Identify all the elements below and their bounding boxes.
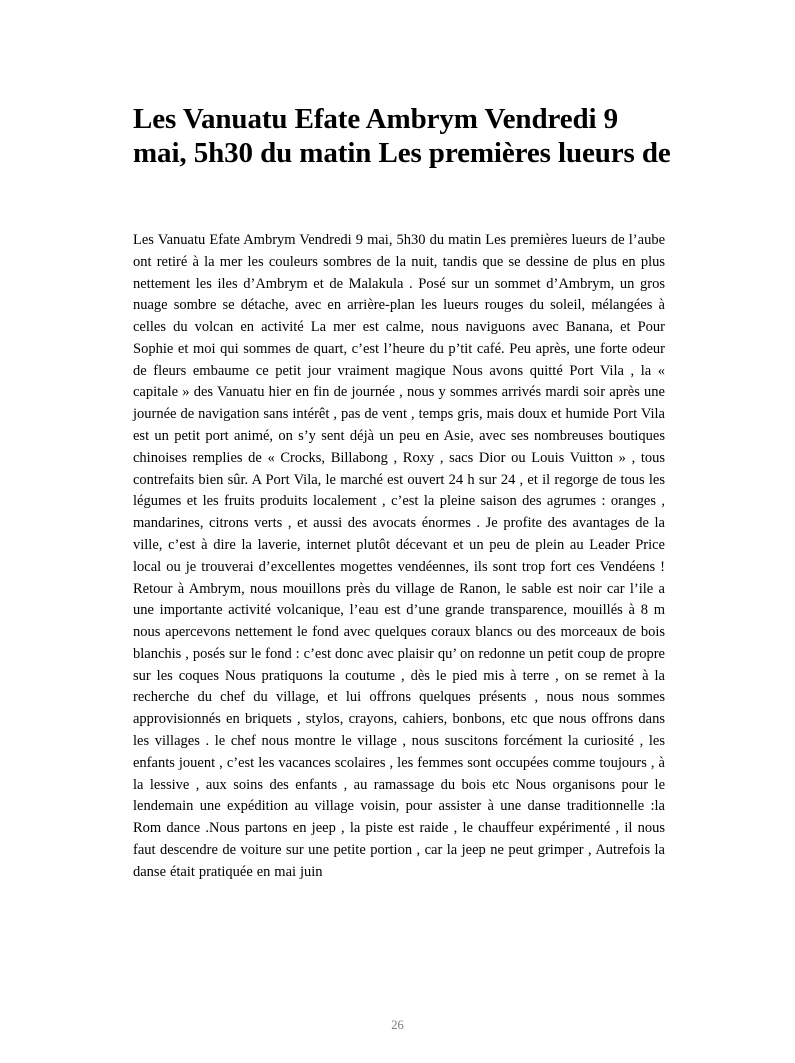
body-paragraph: Les Vanuatu Efate Ambrym Vendredi 9 mai, 5h30 du matin Les premières lueurs de l’aube ont retiré à la mer les couleurs sombres de la nuit, tandis que se dessine de plus en plus nettement les iles d’Ambrym et de Malakula . Posé sur un sommet d’Ambrym, un gros nuage sombre se détache, avec en arrière-plan les lueurs rouges du soleil, mélangées à celles du volcan en activité La mer est calme, nous naviguons avec Banana, et Pour Sophie et moi qui sommes de quart, c’est l’heure du p’tit café. Peu après, une forte odeur de fleurs embaume ce petit jour vraiment magique Nous avons quitté Port Vila , la « capitale » des Vanuatu hier en fin de journée , nous y sommes arrivés mardi soir après une journée de navigation sans intérêt , pas de vent , temps gris, mais doux et humide Port Vila est un petit port animé, on s’y sent déjà un peu en Asie, avec ses nombreuses boutiques chinoises remplies de « Crocks, Billabong , Roxy , sacs Dior ou Louis Vuitton » , tous contrefaits bien sûr. A Port Vila, le marché est ouvert 24 h sur 24 , et il regorge de tous les légumes et les fruits produits localement , c’est la pleine saison des agrumes : oranges , mandarines, citrons verts , et aussi des avocats énormes . Je profite des avantages de la ville, c’est à dire la laverie, internet plutôt décevant et un peu de plein au Leader Price local ou je trouverai d’excellentes mogettes vendéennes, ils sont trop fort ces Vendéens ! Retour à Ambrym, nous mouillons près du village de Ranon, le sable est noir car l’ile a une importante activité volcanique, l’eau est d’une grande transparence, mouillés à 8 m nous apercevons nettement le fond avec quelques coraux blancs ou des morceaux de bois blanchis , posés sur le fond : c’est donc avec plaisir qu’ on redonne un petit coup de propre sur les coques Nous pratiquons la coutume , dès le pied mis à terre , on se remet à la recherche du chef du village, et lui offrons quelques présents , nous nous sommes approvisionnés en briquets , stylos, crayons, cahiers, bonbons, etc que nous offrons dans les villages . le chef nous montre le village , nous suscitons forcément la curiosité , les enfants jouent , c’est les vacances scolaires , les femmes sont occupées comme toujours , à la lessive , aux soins des enfants , au ramassage du bois etc Nous organisons pour le lendemain une expédition au village voisin, pour assister à une danse traditionnelle :la Rom dance .Nous partons en jeep , la piste est raide , le chauffeur expérimenté , il nous faut descendre de voiture sur une petite portion , car la jeep ne peut grimper , Autrefois la danse était pratiquée en mai juin (133, 232, 665, 880)
page-title: Les Vanuatu Efate Ambrym Vendredi 9 mai, 5h30 du matin Les premières lueurs de (133, 103, 671, 169)
page-number: 26 (391, 1018, 404, 1032)
